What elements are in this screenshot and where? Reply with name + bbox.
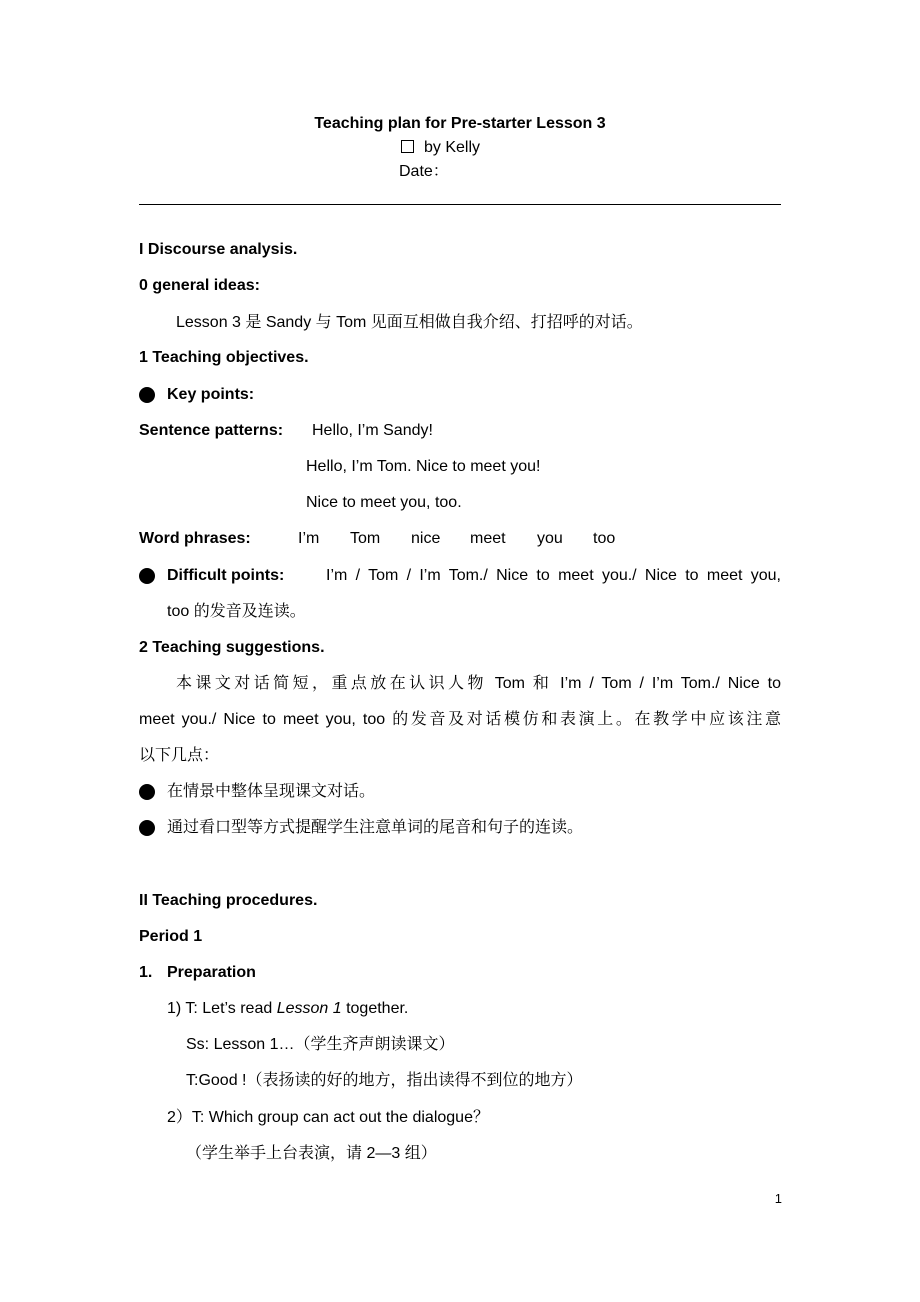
- suggestions-paragraph-line: 以下几点：: [139, 747, 220, 764]
- checkbox-icon: [401, 140, 414, 153]
- lesson-reference: Lesson 1: [276, 1000, 342, 1017]
- date-label: Date：: [399, 163, 449, 180]
- step-title: Preparation: [167, 964, 256, 981]
- suggestions-paragraph-line: 本课文对话简短，重点放在认识人物 Tom 和 I’m / Tom / I’m Tom./ Nice to: [176, 675, 781, 692]
- procedure-item: [167, 999, 408, 1019]
- suggestion-item: 在情景中整体呈现课文对话。: [167, 783, 376, 800]
- procedure-response: Ss: Lesson 1…（学生齐声朗读课文）: [186, 1036, 455, 1053]
- suggestions-paragraph-line: meet you./ Nice to meet you, too 的发音及对话模仿和表演上。在教学中应该注意: [139, 711, 781, 728]
- procedure-item: 2）T: Which group can act out the dialogue？: [167, 1109, 489, 1126]
- period-heading: Period 1: [139, 928, 203, 945]
- word-phrase: Tom: [350, 530, 381, 547]
- suggestions-heading: 2 Teaching suggestions.: [139, 639, 325, 656]
- procedure-response: T:Good !（表扬读的好的地方，指出读得不到位的地方）: [186, 1072, 583, 1089]
- difficult-points-text: I’m / Tom / I’m Tom./ Nice to meet you./ Nice to meet you,: [326, 567, 781, 584]
- sentence-pattern: Hello, I’m Sandy!: [312, 422, 433, 439]
- difficult-points-label: Difficult points:: [167, 567, 285, 584]
- document-title: Teaching plan for Pre-starter Lesson 3: [314, 115, 606, 132]
- difficult-points-text-cont: too 的发音及连读。: [167, 603, 306, 620]
- word-phrases-label: Word phrases:: [139, 530, 251, 547]
- bullet-icon: [139, 820, 155, 836]
- word-phrase: you: [537, 530, 563, 547]
- bullet-icon: [139, 387, 155, 403]
- author-line: [401, 138, 480, 158]
- general-ideas-text: Lesson 3 是 Sandy 与 Tom 见面互相做自我介绍、打招呼的对话。: [176, 314, 643, 331]
- bullet-icon: [139, 568, 155, 584]
- page-number: 1: [774, 1191, 782, 1206]
- procedure-note: （学生举手上台表演，请 2—3 组）: [186, 1145, 437, 1162]
- general-ideas-heading: 0 general ideas:: [139, 277, 260, 294]
- sentence-pattern: Nice to meet you, too.: [306, 494, 462, 511]
- word-phrase: nice: [411, 530, 441, 547]
- objectives-heading: 1 Teaching objectives.: [139, 349, 309, 366]
- procedure-item-prefix: 1) T: Let’s read: [167, 1000, 277, 1017]
- word-phrase: I’m: [298, 530, 320, 547]
- author-name: by Kelly: [424, 139, 481, 156]
- word-phrase: too: [593, 530, 616, 547]
- sentence-pattern: Hello, I’m Tom. Nice to meet you!: [306, 458, 541, 475]
- step-number: 1.: [139, 964, 153, 981]
- section-heading-procedures: II Teaching procedures.: [139, 892, 318, 909]
- bullet-icon: [139, 784, 155, 800]
- sentence-patterns-label: Sentence patterns:: [139, 422, 284, 439]
- procedure-item-suffix: together.: [341, 1000, 409, 1017]
- key-points-label: Key points:: [167, 386, 255, 403]
- header-divider: [139, 204, 781, 205]
- word-phrase: meet: [470, 530, 506, 547]
- suggestion-item: 通过看口型等方式提醒学生注意单词的尾音和句子的连读。: [167, 819, 584, 836]
- section-heading-discourse: I Discourse analysis.: [139, 241, 298, 258]
